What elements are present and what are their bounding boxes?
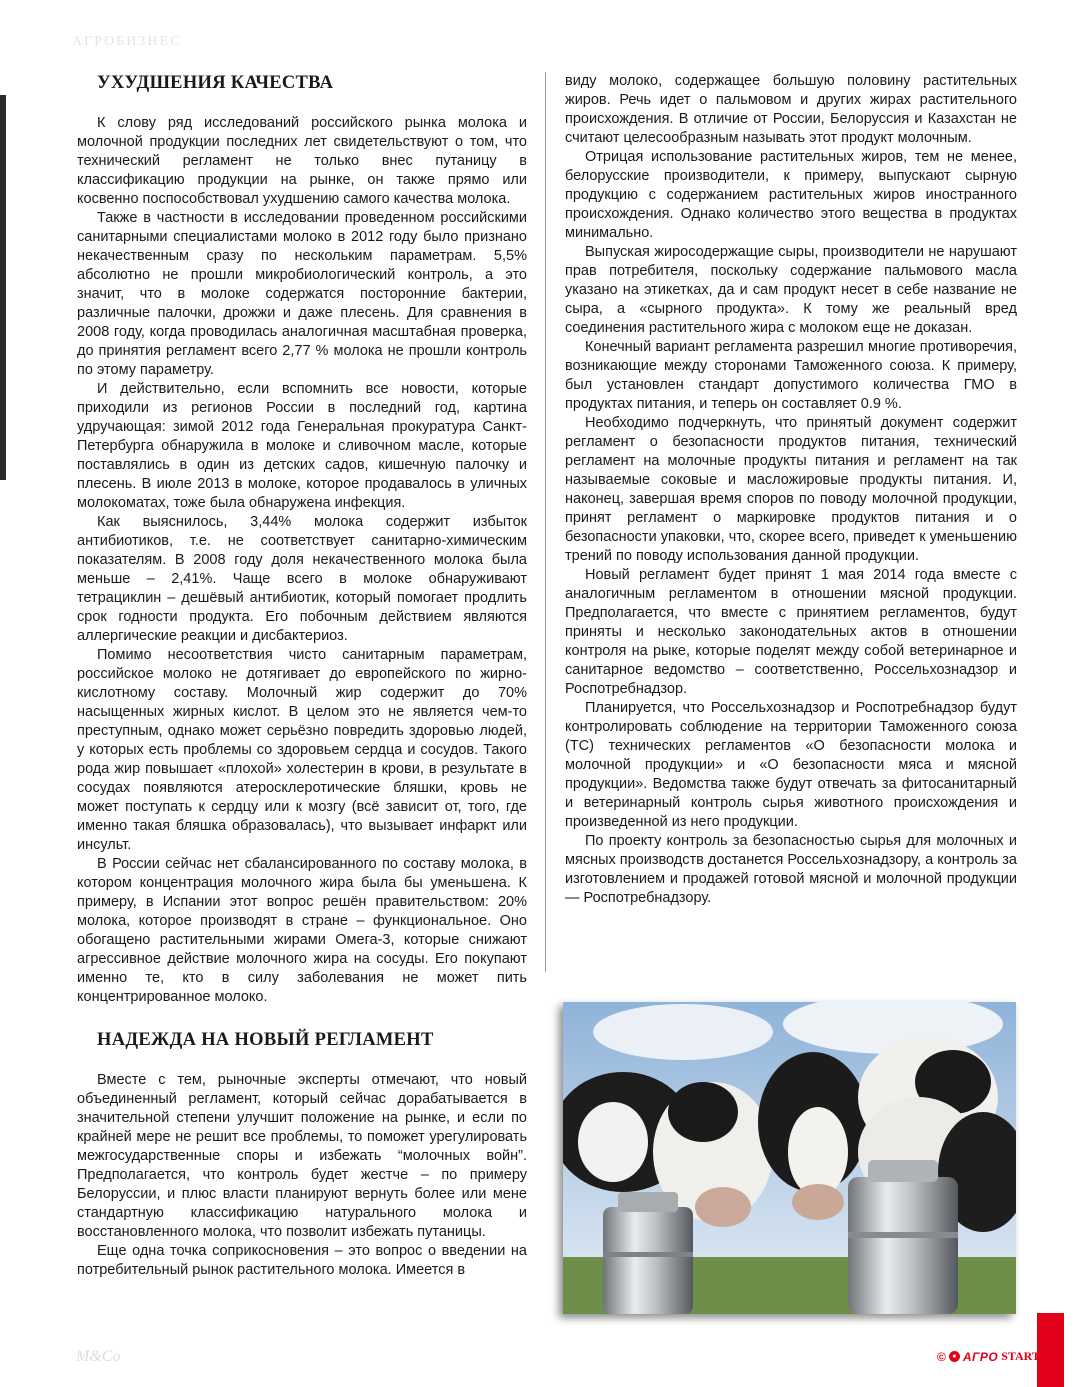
- section-heading-regulation: НАДЕЖДА НА НОВЫЙ РЕГЛАМЕНТ: [97, 1030, 434, 1050]
- edge-bar: [0, 95, 6, 480]
- left-column: [77, 72, 527, 1280]
- paragraph: Конечный вариант регламента разрешил многие противоречия, возникающие между сторонами Таможенного союза. К примеру, был установлен стандарт допустимого количества ГМО в продуктах питания, и теперь он составляет 0.9 %.: [565, 339, 1017, 412]
- paragraph: К слову ряд исследований российского рынка молока и молочной продукции последних лет свидетельствуют о том, что технический регламент не только внес путаницу в классификацию продукции на рынке, он также прямо или косвенно поспособствовал ухудшению самого качества молока.: [77, 115, 527, 207]
- paragraph: И действительно, если вспомнить все новости, которые приходили из регионов России в последний год, картина удручающая: зимой 2012 года Генеральная прокуратура Санкт-Петербурга обнаружила в молоке и сливочном масле, которые поставлялись в один из детских садов, кишечную палочку и плесень. В июле 2013 в молоке, которое продавалось в уличных молокоматах, тоже была обнаружена инфекция.: [77, 381, 527, 511]
- footer-brand: [937, 1349, 1040, 1364]
- paragraph: Помимо несоответствия чисто санитарным параметрам, российское молоко не дотягивает до европейского по жирно-кислотному составу. Молочный жир содержит до 70% насыщенных жирных кислот. В целом это не является чем-то преступным, однако может серьёзно повредить здоровью людей, у которых есть проблемы со здоровьем сердца и сосудов. Такого рода жир повышает «плохой» холестерин в крови, в результате в сосудах появляются атеросклеротические бляшки, кровь не может поступать к сердцу или к мозгу (всё зависит от, того, где именно такая бляшка образовалась), что вызывает инфаркт или инсульт.: [77, 647, 527, 853]
- brand-start: START: [1001, 1349, 1040, 1363]
- paragraph: Планируется, что Россельхознадзор и Роспотребнадзор будут контролировать соблюдение на территории Таможенного союза (ТС) технических регламентов «О безопасности молока и молочной продукции» и «О безопасности мяса и мясной продукции». Ведомства также будут отвечать за фитосанитарный и ветеринарный контроль сырья животного происхождения и произведенной из него продукции.: [565, 700, 1017, 830]
- footer-watermark: M&Co: [76, 1348, 121, 1365]
- copyright-sign: ©: [937, 1349, 946, 1364]
- header-watermark: АГРОБИЗНЕС: [72, 34, 182, 49]
- paragraph: Еще одна точка соприкосновения – это вопрос о введении на потребительный рынок растительного молока. Имеется в: [77, 1243, 527, 1278]
- paragraph: В России сейчас нет сбалансированного по составу молока, в котором концентрация молочного жира была бы уменьшена. К примеру, в Испании этот вопрос решён правительством: 20% молока, которое производят в стране – функциональное. Оно обогащено растительными жирами Омега-3, которые снижают агрессивное действие молочного жира на сосуды. Его покупают именно те, кто в силу заболевания не может пить концентрированное молоко.: [77, 856, 527, 1005]
- right-column: [565, 72, 1017, 908]
- brand-badge-icon: ●: [949, 1351, 960, 1362]
- cows-milk-cans-illustration: [563, 1002, 1016, 1314]
- paragraph: По проекту контроль за безопасностью сырья для молочных и мясных производств достанется Россельхознадзору, а контроль за изготовлением и продажей готовой мясной и молочной продукции — Роспотребнадзору.: [565, 833, 1017, 906]
- paragraph: Вместе с тем, рыночные эксперты отмечают, что новый объединенный регламент, который сейчас дорабатывается в значительной степени улучшит положение на рынке, и если по крайней мере не решит все проблемы, то поможет урегулировать межгосударственные споры и избежать “молочных войн”. Предполагается, что контроль будет жестче – по примеру Белоруссии, и плюс власти планируют вернуть более или мене стандартную классификацию натурального молока и восстановленного молока, что позволит избежать путаницы.: [77, 1072, 527, 1240]
- section-heading-quality: УХУДШЕНИЯ КАЧЕСТВА: [97, 73, 334, 93]
- brand-agro: АГРО: [962, 1349, 999, 1364]
- paragraph-continuation: виду молоко, содержащее большую половину растительных жиров. Речь идет о пальмовом и других жирах растительного происхождения. В отличие от России, Белоруссия и Казахстан не считают целесообразным называть этот продукт молочным.: [565, 73, 1017, 146]
- paragraph: Также в частности в исследовании проведенном российскими санитарными специалистами молоко в 2012 году было признано некачественным сразу по нескольким параметрам. 5,5% абсолютно не прошли микробиологический контроль, а это значит, что в молоке содержатся посторонние бактерии, различные палочки, дрожжи и даже плесень. Для сравнения в 2008 году, когда проводилась аналогичная масштабная проверка, до принятия регламент всего 2,77 % молока не прошли контроль по этому параметру.: [77, 210, 527, 378]
- column-divider: [545, 72, 546, 972]
- paragraph: Как выяснилось, 3,44% молока содержит избыток антибиотиков, т.е. не соответствует санитарно-химическим показателям. В 2008 году доля некачественного молока была меньше – 2,41%. Чаще всего в молоке обнаруживают тетрациклин – дешёвый антибиотик, который помогает продлить срок годности продукта. Его побочным действием являются аллергические реакции и дисбактериоз.: [77, 514, 527, 644]
- paragraph: Отрицая использование растительных жиров, тем не менее, белорусские производители, к примеру, выпускают сырную продукцию с содержанием растительных жиров иностранного происхождения. Однако количество этого вещества в продуктах минимально.: [565, 149, 1017, 241]
- cows-milk-cans-photo: [563, 1002, 1016, 1314]
- paragraph: Необходимо подчеркнуть, что принятый документ содержит регламент о безопасности продуктов питания, технический регламент на молочные продукты питания и регламент на так называемые соковые и масложировые продукты питания. И, наконец, завершая время споров по поводу молочной продукции, принят регламент о маркировке продуктов питания и о безопасности упаковки, что, скорее всего, приведет к уменьшению трений по поводу использования данной продукции.: [565, 415, 1017, 564]
- paragraph: Новый регламент будет принят 1 мая 2014 года вместе с аналогичным регламентом в отношении мясной продукции. Предполагается, что вместе с принятием регламентов, будут приняты и несколько законодательных актов в отношении контроля на рыке, которые поделят между собой ветеринарное и санитарное ведомство – соответственно, Россельхознадзор и Роспотребнадзор.: [565, 567, 1017, 697]
- red-page-tab: [1037, 1313, 1064, 1387]
- paragraph: Выпуская жиросодержащие сыры, производители не нарушают прав потребителя, поскольку содержание пальмового масла указано на этикетках, да и сам продукт несет в себе название не сыра, а «сырного продукта». К тому же реальный вред соединения растительного жира с молоком еще не доказан.: [565, 244, 1017, 336]
